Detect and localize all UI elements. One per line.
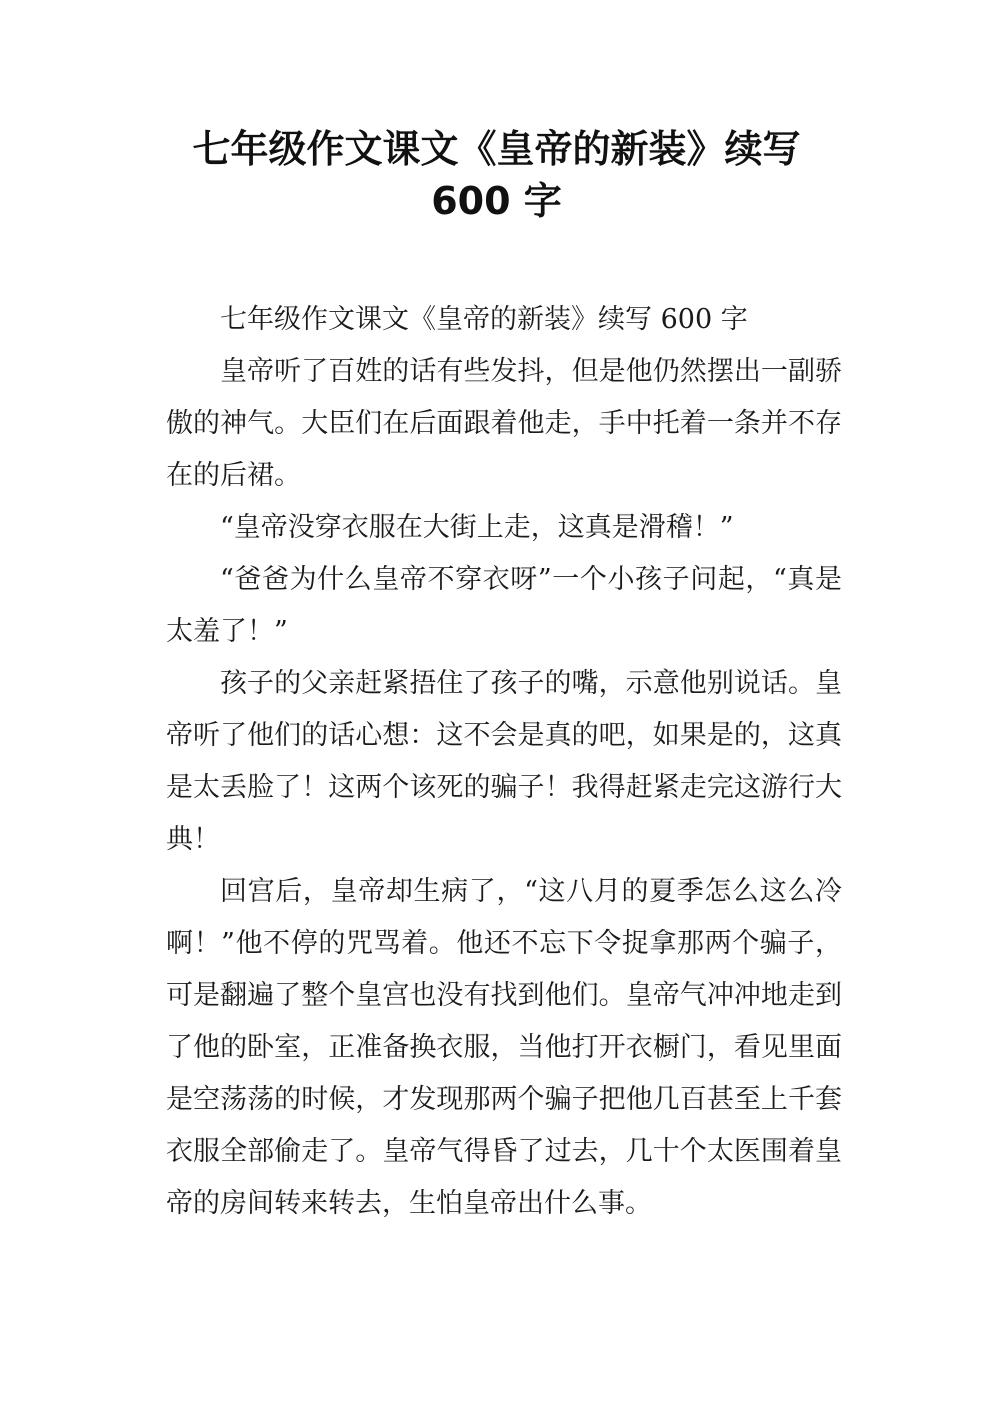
paragraph: “皇帝没穿衣服在大街上走，这真是滑稽！” — [220, 512, 734, 543]
document-title — [0, 123, 993, 227]
document-body — [166, 294, 842, 1230]
title-line-1: 七年级作文课文《皇帝的新装》续写 — [192, 127, 801, 171]
paragraph: 孩子的父亲赶紧捂住了孩子的嘴，示意他别说话。皇帝听了他们的话心想：这不会是真的吧，如果是的，这真是太丢脸了！这两个该死的骗子！我得赶紧走完这游行大典！ — [166, 668, 842, 855]
title-line-2: 600 字 — [431, 179, 562, 223]
paragraph: 回宫后，皇帝却生病了，“这八月的夏季怎么这么冷啊！”他不停的咒骂着。他还不忘下令捉拿那两个骗子，可是翻遍了整个皇宫也没有找到他们。皇帝气冲冲地走到了他的卧室，正准备换衣服，当他打开衣橱门，看见里面是空荡荡的时候，才发现那两个骗子把他几百甚至上千套衣服全部偷走了。皇帝气得昏了过去，几十个太医围着皇帝的房间转来转去，生怕皇帝出什么事。 — [166, 876, 842, 1219]
paragraph: “爸爸为什么皇帝不穿衣呀”一个小孩子问起，“真是太羞了！” — [166, 564, 842, 647]
paragraph: 七年级作文课文《皇帝的新装》续写 600 字 — [220, 304, 748, 335]
paragraph: 皇帝听了百姓的话有些发抖，但是他仍然摆出一副骄傲的神气。大臣们在后面跟着他走，手中托着一条并不存在的后裙。 — [166, 356, 842, 491]
